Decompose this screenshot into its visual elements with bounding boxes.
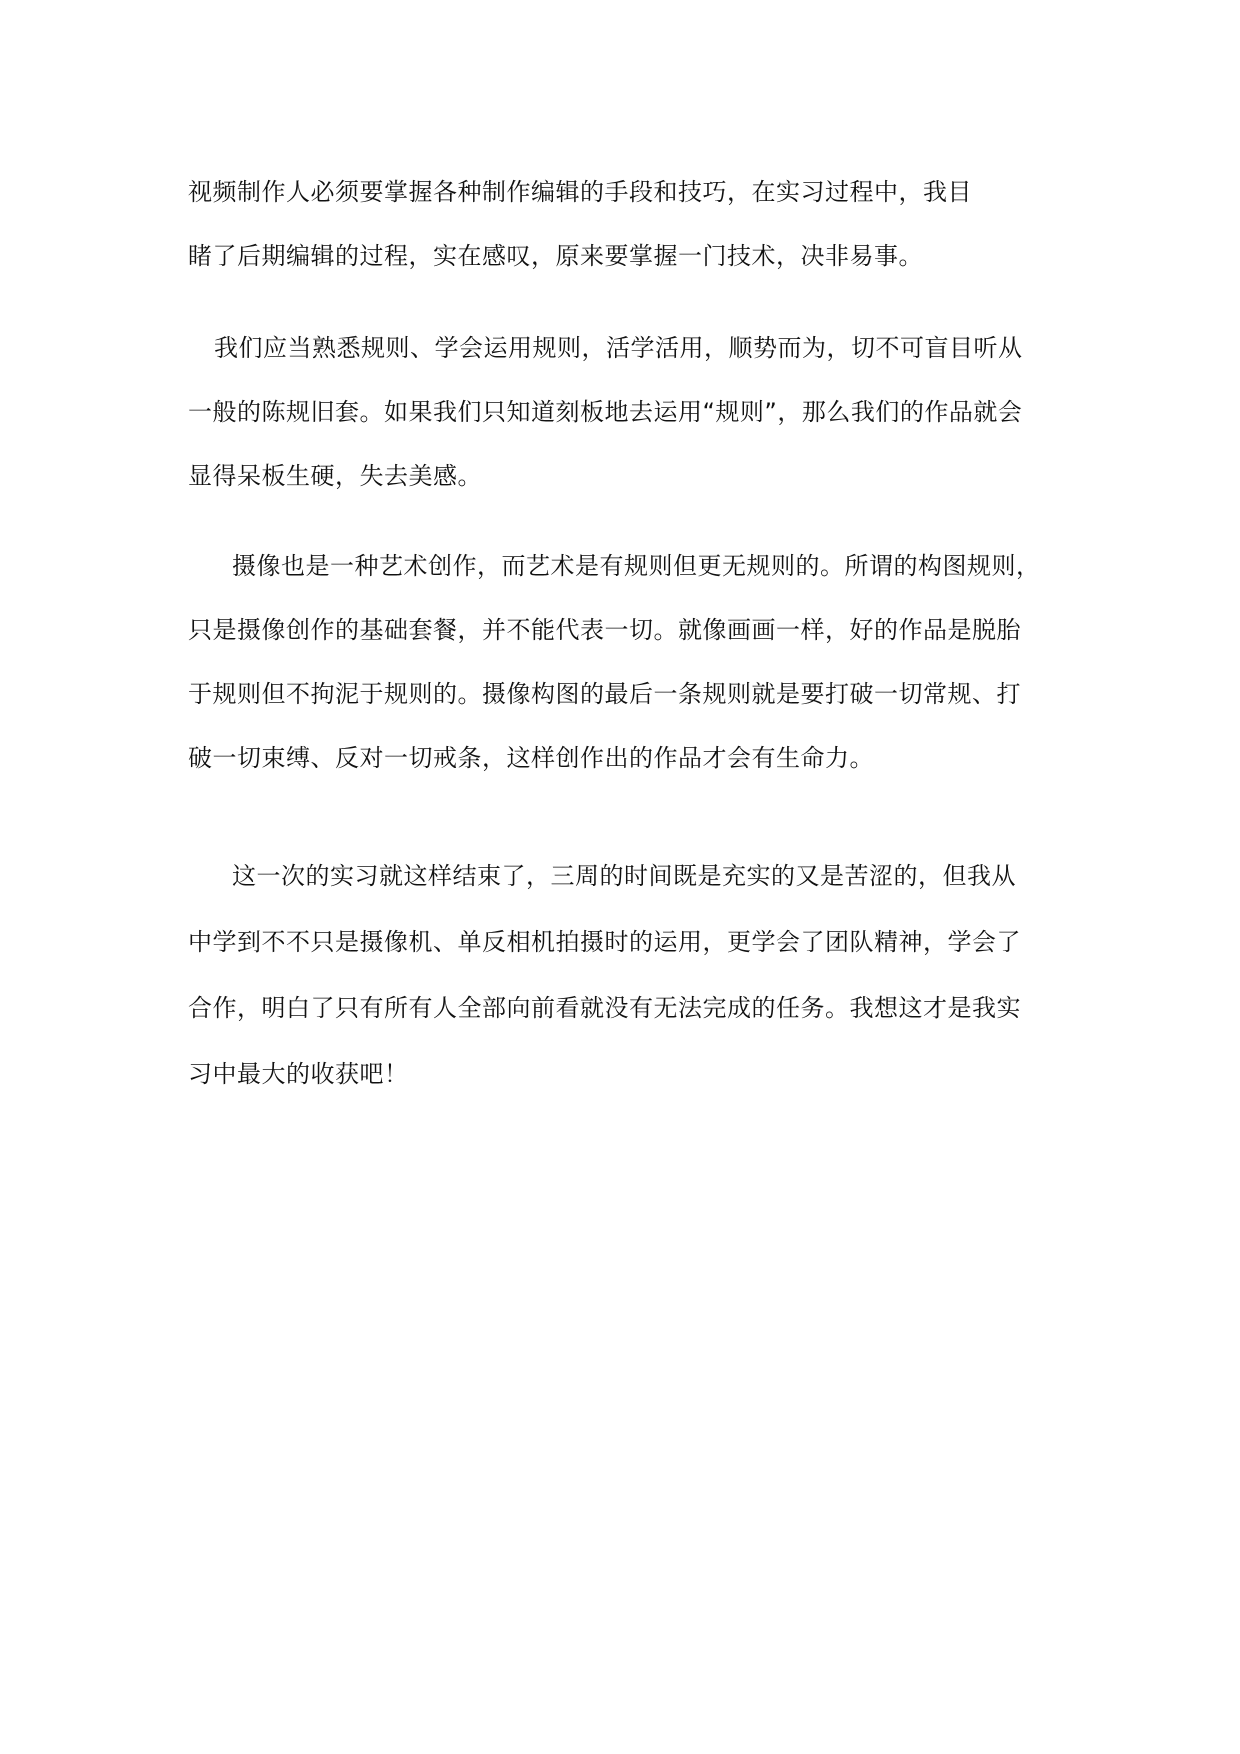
paragraph-line: 视频制作人必须要掌握各种制作编辑的手段和技巧，在实习过程中，我目: [188, 178, 972, 206]
paragraph-line: 我们应当熟悉规则、学会运用规则，活学活用，顺势而为，切不可盲目听从: [214, 334, 1023, 362]
paragraph-line: 中学到不不只是摄像机、单反相机拍摄时的运用，更学会了团队精神，学会了: [188, 928, 1021, 956]
paragraph-line: 摄像也是一种艺术创作，而艺术是有规则但更无规则的。所谓的构图规则，: [232, 552, 1041, 580]
paragraph-line: 只是摄像创作的基础套餐，并不能代表一切。就像画画一样，好的作品是脱胎: [188, 616, 1021, 644]
paragraph-line: 破一切束缚、反对一切戒条，这样创作出的作品才会有生命力。: [188, 744, 874, 772]
paragraph-line: 显得呆板生硬，失去美感。: [188, 462, 482, 490]
paragraph-line: 睹了后期编辑的过程，实在感叹，原来要掌握一门技术，决非易事。: [188, 242, 923, 270]
paragraph-line: 于规则但不拘泥于规则的。摄像构图的最后一条规则就是要打破一切常规、打: [188, 680, 1021, 708]
paragraph-line: 合作，明白了只有所有人全部向前看就没有无法完成的任务。我想这才是我实: [188, 994, 1021, 1022]
paragraph-line: 这一次的实习就这样结束了，三周的时间既是充实的又是苦涩的，但我从: [232, 862, 1016, 890]
paragraph-line: 习中最大的收获吧！: [188, 1060, 409, 1088]
paragraph-line: 一般的陈规旧套。如果我们只知道刻板地去运用“规则”，那么我们的作品就会: [188, 398, 1023, 426]
